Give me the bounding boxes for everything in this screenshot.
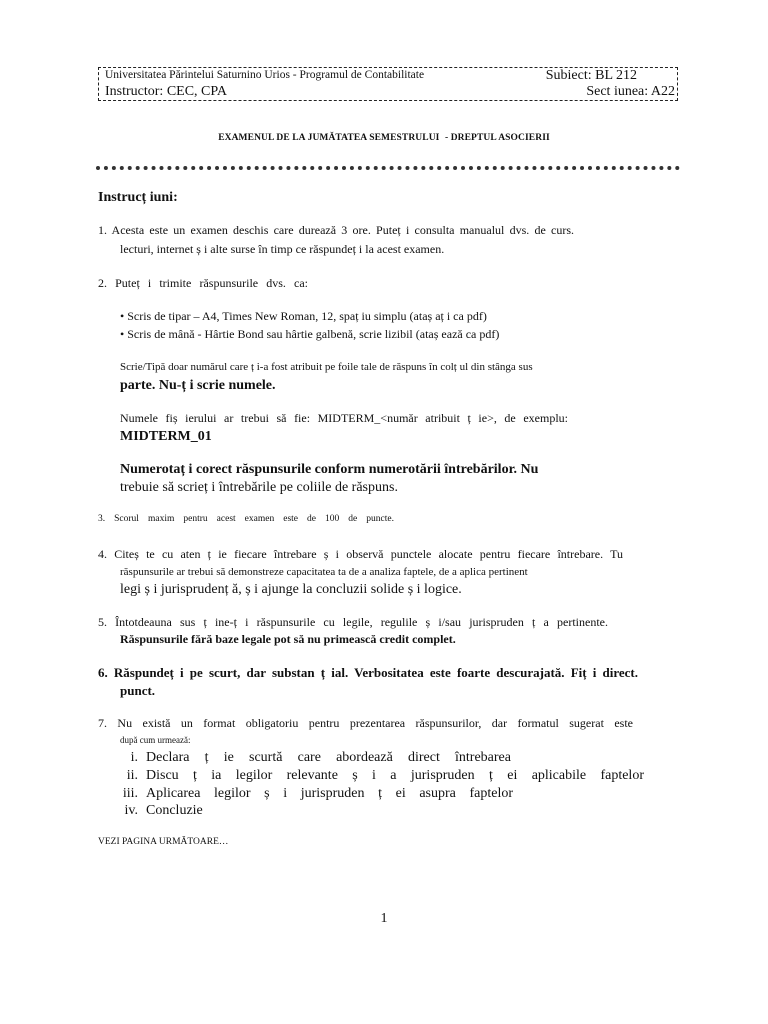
instructions-heading: Instrucț iuni: — [98, 190, 178, 205]
item-2-bullet-1: • Scris de tipar – A4, Times New Roman, 12, spaț iu simplu (ataș aț i ca pdf) — [120, 309, 487, 323]
format-list-item — [108, 768, 648, 788]
item-5-line-2: Răspunsurile fără baze legale pot să nu primească credit complet. — [120, 632, 456, 646]
format-list-text: Declara ț ie scurtă care abordează direct întrebarea — [146, 750, 511, 765]
university-name: Universitatea Părintelui Saturnino Urios - Programul de Contabilitate — [105, 69, 425, 81]
format-list-item — [108, 750, 648, 770]
item-2-write-line-1: Scrie/Tipă doar numărul care ț i-a fost atribuit pe foile tale de răspuns în colț ul din stânga sus — [120, 361, 533, 373]
item-5-line-1: 5. Întotdeauna sus ț ine-ț i răspunsurile cu legile, regulile ș i/sau jurispruden ț a pertinente. — [98, 615, 608, 629]
header-box — [98, 67, 678, 101]
format-list-number: iii. — [122, 786, 138, 801]
dotted-separator — [96, 166, 680, 170]
item-2-filename-example: MIDTERM_01 — [120, 429, 212, 444]
item-1-line-2: lecturi, internet ș i alte surse în timp ce răspundeț i la acest examen. — [120, 242, 445, 256]
item-1-line-1: 1. Acesta este un examen deschis care durează 3 ore. Puteț i consulta manualul dvs. de curs. — [98, 223, 574, 237]
item-2-numbering-line-2: trebuie să scrieț i întrebările pe coliile de răspuns. — [120, 480, 398, 495]
format-list-number: i. — [130, 750, 138, 765]
subject-code: Subiect: BL 212 — [545, 68, 637, 83]
item-2-numbering-line-1: Numerotaț i corect răspunsurile conform numerotării întrebărilor. Nu — [120, 462, 539, 477]
instructor-name: Instructor: CEC, CPA — [105, 84, 227, 99]
section-code: Sect iunea: A22 — [586, 84, 675, 99]
item-2-bullet-2: • Scris de mână - Hârtie Bond sau hârtie galbenă, scrie lizibil (ataș ează ca pdf) — [120, 327, 500, 341]
item-4-line-3: legi ș i jurisprudenț ă, ș i ajunge la concluzii solide ș i logice. — [120, 582, 462, 597]
exam-title — [0, 133, 768, 143]
item-2-write-line-2: parte. Nu-ț i scrie numele. — [120, 378, 276, 393]
item-2-filename-line-1: Numele fiș ierului ar trebui să fie: MIDTERM_<număr atribuit ț ie>, de exemplu: — [120, 411, 568, 425]
format-list-text: Discu ț ia legilor relevante ș i a jurispruden ț ei aplicabile faptelor — [146, 768, 644, 783]
exam-title-right: - DREPTUL ASOCIERII — [444, 133, 550, 143]
item-3: 3. Scorul maxim pentru acest examen este de 100 de puncte. — [98, 514, 394, 524]
item-4-line-1: 4. Citeș te cu aten ț ie fiecare întrebare ș i observă punctele alocate pentru fiecare întrebare. Tu — [98, 547, 623, 561]
item-7-line-1: 7. Nu există un format obligatoriu pentru prezentarea răspunsurilor, dar formatul sugerat este — [98, 716, 633, 730]
page-number: 1 — [380, 911, 388, 926]
next-page-note: VEZI PAGINA URMĂTOARE… — [98, 837, 229, 847]
format-list-text: Concluzie — [146, 803, 203, 818]
format-list-number: iv. — [124, 803, 138, 818]
item-4-line-2: răspunsurile ar trebui să demonstreze capacitatea ta de a analiza faptele, de a aplica pertinent — [120, 566, 528, 578]
format-list-item — [108, 803, 648, 823]
item-6-line-1: 6. Răspundeț i pe scurt, dar substan ț ial. Verbositatea este foarte descurajată. Fiț i direct. — [98, 665, 638, 680]
item-2-line-1: 2. Puteț i trimite răspunsurile dvs. ca: — [98, 276, 308, 290]
format-list-number: ii. — [126, 768, 138, 783]
format-list-text: Aplicarea legilor ș i jurispruden ț ei asupra faptelor — [146, 786, 513, 801]
item-6-line-2: punct. — [120, 683, 156, 698]
exam-title-left: EXAMENUL DE LA JUMĂTATEA SEMESTRULUI — [218, 133, 440, 143]
item-7-line-2: după cum urmează: — [120, 735, 191, 745]
